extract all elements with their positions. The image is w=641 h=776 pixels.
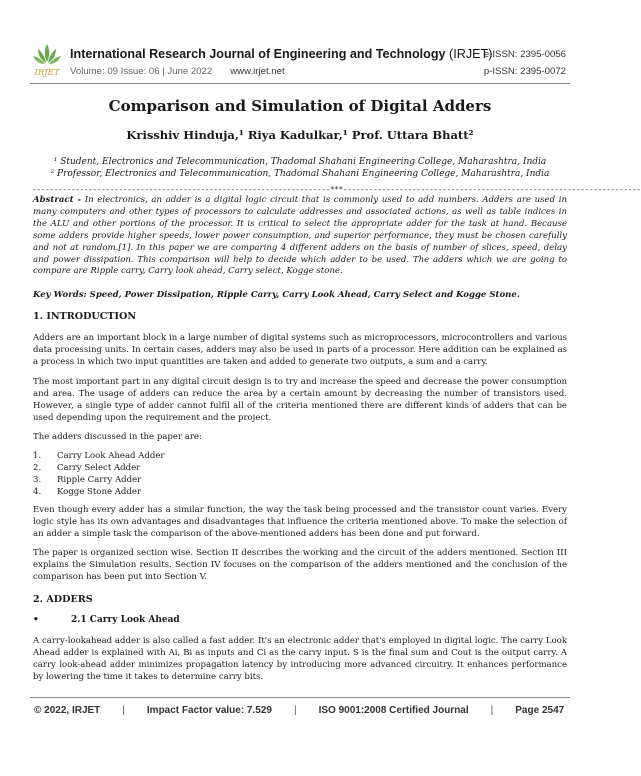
section-heading-introduction: 1. INTRODUCTION [33,311,137,322]
irjet-logo-icon [30,40,64,80]
abstract-text: In electronics, an adder is a digital logic circuit that is commonly used to add numbers. Adders are used in many computers and other types of processors to calculate addresses and associated actions, as well as table indices in the ALU and other portions of the processor. It is critical to select the appropriate adder for the task at hand. Because some adders provide higher speeds, lower power consumption, and superior performance, they must be chosen carefully and not at random.[1]. In this paper we are comparing 4 different adders on the basis of number of slices, speed, delay and power dissipation. This comparison will help to decide which adder to be used. The adders which we are going to compare are Ripple carry, Carry look ahead, Carry select, Kogge stone. [33,195,567,277]
keywords-text: Speed, Power Dissipation, Ripple Carry, Carry Look Ahead, Carry Select and Kogge Stone. [86,290,520,300]
page-footer: © 2022, IRJET | Impact Factor value: 7.529 | ISO 9001:2008 Certified Journal | Page 2547 [34,705,565,716]
list-item: 1. Carry Look Ahead Adder [33,451,165,461]
footer-page-number: Page 2547 [515,705,565,716]
list-item: 4. Kogge Stone Adder [33,486,141,497]
paragraph-intro-1: Adders are an important block in a large number of digital systems such as microprocessors, microcontrollers and various data processing units. In certain cases, adders may also be used in parts of a processor. Here addition can be explained as a process in which two input quantities are taken and added to generate two outputs, a sum and a carry. [33,333,567,367]
section-separator: ---------------------------------------------------------------------***--------------------------------------------------------------------- [32,185,641,194]
abstract-label: Abstract - [33,195,82,205]
journal-logo [30,40,64,80]
paragraph-intro-4: Even though every adder has a similar function, the way the task being processed and the transistor count varies. Every logic style has its own advantages and disadvantages that influence the criteria mentioned above. To make the selection of an adder a simple task the comparison of the above-mentioned adders has been done and put forward. [33,505,567,539]
bullet: • [33,615,39,625]
subsection-heading-carry-look-ahead: • 2.1 Carry Look Ahead [33,615,180,625]
keywords-label: Key Words: [33,290,87,300]
footer-copyright: © 2022, IRJET [34,705,101,716]
volume-line [70,66,285,77]
footer-iso: ISO 9001:2008 Certified Journal [318,705,469,716]
paragraph-carry-look-ahead: A carry-lookahead adder is also called a fast adder. It's an electronic adder that's employed in digital logic. The carry Look Ahead adder is explained with Ai, Bi as inputs and Ci as the carry input. S is the final sum and Cout is the output carry. A carry look-ahead adder minimizes propagation latency by introducing more advanced circuitry. It enhances performance by lowering the time it takes to determine carry bits. [33,636,567,682]
footer-divider [30,697,570,698]
paragraph-intro-2: The most important part in any digital circuit design is to try and increase the speed and decrease the power consumption and area. The usage of adders can reduce the area by a certain amount by decreasing the number of transistors used. However, a single type of adder cannot fulfil all of the criteria mentioned there are different kinds of adders that can be used depending upon the requirement and the project. [33,377,567,423]
journal-url[interactable]: www.irjet.net [230,66,285,77]
journal-name: International Research Journal of Engineering and Technology [70,47,446,61]
journal-title [70,47,492,61]
list-item: 3. Ripple Carry Adder [33,474,142,485]
paper-title: Comparison and Simulation of Digital Adders [108,97,492,115]
paper-authors: Krisshiv Hinduja,¹ Riya Kadulkar,¹ Prof. Uttara Bhatt² [126,128,474,142]
eissn: e-ISSN: 2395-0056 [483,49,566,60]
journal-abbr: (IRJET) [449,47,493,61]
abstract [33,195,567,278]
logo-text: IRJET [34,68,60,78]
paragraph-intro-5: The paper is organized section wise. Section II describes the working and the circuit of the adders mentioned. Section III explains the Simulation results. Section IV focuses on the comparison of the adders mentioned and the conclusion of the comparison has been put into Section V. [33,548,567,582]
section-heading-adders: 2. ADDERS [33,594,93,605]
list-item: 2. Carry Select Adder [33,462,141,473]
keywords [33,290,567,302]
affiliation-1: ¹ Student, Electronics and Telecommunication, Thadomal Shahani Engineering College, Maharashtra, India [53,157,547,167]
affiliation-2: ² Professor, Electronics and Telecommunication, Thadomal Shahani Engineering College, Maharashtra, India [50,169,550,179]
adder-list [33,451,165,499]
pissn: p-ISSN: 2395-0072 [483,66,566,77]
volume-info: Volume: 09 Issue: 06 | June 2022 [70,66,213,77]
paragraph-intro-3: The adders discussed in the paper are: [33,432,202,442]
header-divider [30,83,570,84]
footer-impact-factor: Impact Factor value: 7.529 [146,705,272,716]
